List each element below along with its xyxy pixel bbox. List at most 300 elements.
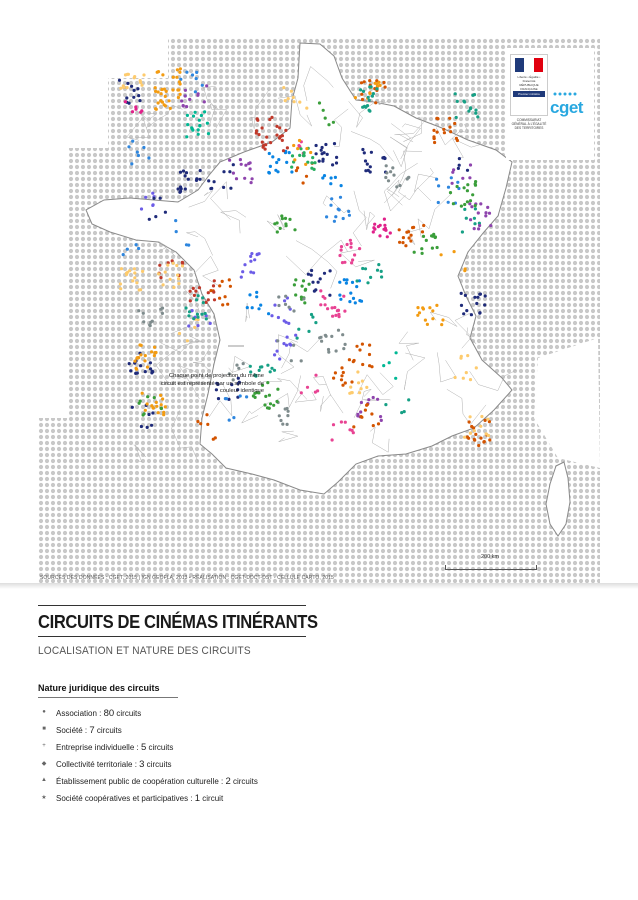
projection-point xyxy=(372,424,375,427)
projection-point xyxy=(276,221,279,224)
projection-point xyxy=(358,247,361,250)
projection-point xyxy=(268,407,271,410)
projection-point xyxy=(197,128,200,131)
projection-point xyxy=(277,158,280,161)
projection-point xyxy=(118,79,121,82)
projection-point xyxy=(308,283,311,286)
projection-point xyxy=(366,403,369,406)
projection-point xyxy=(161,397,164,400)
projection-point xyxy=(269,165,272,168)
projection-point xyxy=(303,154,306,157)
projection-point xyxy=(164,211,167,214)
projection-point xyxy=(244,164,247,167)
projection-point xyxy=(194,111,197,114)
projection-point xyxy=(120,267,123,270)
projection-point xyxy=(437,201,440,204)
projection-point xyxy=(141,270,144,273)
projection-point xyxy=(198,286,201,289)
projection-point xyxy=(153,396,156,399)
projection-point xyxy=(356,279,359,282)
projection-point xyxy=(157,411,160,414)
projection-point xyxy=(207,179,210,182)
projection-point xyxy=(133,76,136,79)
projection-point xyxy=(340,245,343,248)
projection-point xyxy=(169,278,172,281)
projection-point xyxy=(468,420,471,423)
projection-point xyxy=(461,177,464,180)
projection-point xyxy=(325,215,328,218)
projection-point xyxy=(253,258,256,261)
projection-point xyxy=(198,124,201,127)
projection-point xyxy=(455,116,458,119)
projection-point xyxy=(331,163,334,166)
projection-point xyxy=(368,110,371,113)
projection-point xyxy=(284,129,287,132)
projection-point xyxy=(157,70,160,73)
projection-point xyxy=(286,146,289,149)
projection-point xyxy=(468,176,471,179)
projection-point xyxy=(340,378,343,381)
projection-point xyxy=(349,239,352,242)
projection-point xyxy=(185,71,188,74)
projection-point xyxy=(142,320,145,323)
projection-point xyxy=(454,376,457,379)
projection-point xyxy=(224,295,227,298)
projection-point xyxy=(432,129,435,132)
projection-point xyxy=(428,306,431,309)
projection-point xyxy=(361,363,364,366)
projection-point xyxy=(284,303,287,306)
projection-point xyxy=(361,380,364,383)
projection-point xyxy=(137,154,140,157)
legend-count: 7 xyxy=(89,725,95,736)
projection-point xyxy=(290,359,293,362)
projection-point xyxy=(482,440,485,443)
projection-point xyxy=(228,159,231,162)
projection-point xyxy=(456,181,459,184)
projection-point xyxy=(315,152,318,155)
projection-point xyxy=(161,312,164,315)
projection-point xyxy=(122,84,125,87)
projection-point xyxy=(340,374,343,377)
projection-point xyxy=(394,377,397,380)
projection-point xyxy=(205,413,208,416)
projection-point xyxy=(287,410,290,413)
projection-point xyxy=(385,164,388,167)
projection-point xyxy=(189,290,192,293)
projection-point xyxy=(152,197,155,200)
projection-point xyxy=(314,321,317,324)
projection-point xyxy=(421,252,424,255)
projection-point xyxy=(437,184,440,187)
projection-point xyxy=(364,409,367,412)
projection-point xyxy=(331,315,334,318)
projection-point xyxy=(333,220,336,223)
projection-point xyxy=(251,306,254,309)
projection-point xyxy=(137,94,140,97)
projection-point xyxy=(341,333,344,336)
map-area[interactable] xyxy=(38,38,600,583)
projection-point xyxy=(349,246,352,249)
projection-point xyxy=(269,141,272,144)
projection-point xyxy=(138,288,141,291)
projection-point xyxy=(275,134,278,137)
projection-point xyxy=(187,178,190,181)
projection-point xyxy=(325,335,328,338)
projection-point xyxy=(133,267,136,270)
projection-point xyxy=(128,102,131,105)
projection-point xyxy=(277,316,280,319)
projection-point xyxy=(286,336,289,339)
projection-point xyxy=(344,381,347,384)
projection-point xyxy=(407,398,410,401)
projection-point xyxy=(195,71,198,74)
projection-point xyxy=(155,405,158,408)
projection-point xyxy=(213,298,216,301)
projection-point xyxy=(192,115,195,118)
projection-point xyxy=(276,230,279,233)
projection-point xyxy=(259,304,262,307)
projection-point xyxy=(142,73,145,76)
projection-point xyxy=(181,261,184,264)
projection-point xyxy=(323,174,326,177)
projection-point xyxy=(201,296,204,299)
projection-point xyxy=(298,139,301,142)
projection-point xyxy=(293,158,296,161)
projection-point xyxy=(177,277,180,280)
projection-point xyxy=(278,137,281,140)
projection-point xyxy=(151,320,154,323)
projection-point xyxy=(486,418,489,421)
projection-point xyxy=(273,369,276,372)
projection-point xyxy=(284,99,287,102)
projection-point xyxy=(346,243,349,246)
projection-point xyxy=(287,97,290,100)
projection-point xyxy=(368,344,371,347)
projection-point xyxy=(196,316,199,319)
projection-point xyxy=(433,137,436,140)
projection-point xyxy=(405,231,408,234)
projection-point xyxy=(458,157,461,160)
projection-point xyxy=(209,289,212,292)
projection-point xyxy=(278,126,281,129)
projection-point xyxy=(249,271,252,274)
projection-point xyxy=(131,406,134,409)
projection-point xyxy=(424,319,427,322)
title-rule-bottom xyxy=(38,636,306,637)
projection-point xyxy=(248,293,251,296)
projection-point xyxy=(463,208,466,211)
projection-point xyxy=(449,191,452,194)
projection-point xyxy=(460,292,463,295)
projection-point xyxy=(136,372,139,375)
projection-point xyxy=(451,182,454,185)
projection-point xyxy=(473,438,476,441)
projection-point xyxy=(476,296,479,299)
projection-point xyxy=(416,314,419,317)
projection-point xyxy=(344,343,347,346)
projection-point xyxy=(206,122,209,125)
projection-point xyxy=(228,419,231,422)
projection-point xyxy=(379,84,382,87)
projection-point xyxy=(443,131,446,134)
projection-point xyxy=(133,89,136,92)
projection-point xyxy=(355,285,358,288)
projection-point xyxy=(284,295,287,298)
projection-point xyxy=(360,300,363,303)
projection-point xyxy=(133,271,136,274)
projection-point xyxy=(135,243,138,246)
projection-point xyxy=(435,304,438,307)
legend-rule xyxy=(38,697,178,698)
projection-point xyxy=(275,161,278,164)
projection-point xyxy=(368,99,371,102)
projection-point xyxy=(144,409,147,412)
projection-point xyxy=(175,264,178,267)
projection-point xyxy=(218,284,221,287)
projection-point xyxy=(154,215,157,218)
projection-point xyxy=(322,158,325,161)
projection-point xyxy=(207,298,210,301)
projection-point xyxy=(130,85,133,88)
projection-point xyxy=(370,151,373,154)
legend-prefix: Collectivité territoriale : xyxy=(56,760,140,769)
projection-point xyxy=(196,324,199,327)
projection-point xyxy=(465,371,468,374)
projection-point xyxy=(422,235,425,238)
projection-point xyxy=(466,189,469,192)
projection-point xyxy=(265,136,268,139)
projection-point xyxy=(157,272,160,275)
projection-point xyxy=(474,182,477,185)
projection-point xyxy=(452,202,455,205)
projection-point xyxy=(350,391,353,394)
sources-credit: SOURCES DES DONNÉES : CGET, 2015 | IGN GEOFLA, 2013 • RÉALISATION : CGET-DDCT-DST - CELLULE CARTO, 2015 xyxy=(40,575,334,581)
projection-point xyxy=(192,317,195,320)
projection-point xyxy=(298,101,301,104)
scale-line xyxy=(445,565,537,570)
map-callout: Chaque point de projection du même circuit est représenté par un symbole de couleur identique xyxy=(160,373,264,394)
projection-point xyxy=(137,356,140,359)
projection-point xyxy=(131,279,134,282)
projection-point xyxy=(431,309,434,312)
projection-point xyxy=(277,295,280,298)
projection-point xyxy=(335,161,338,164)
projection-point xyxy=(163,103,166,106)
projection-point xyxy=(269,402,272,405)
projection-point xyxy=(320,340,323,343)
projection-point xyxy=(453,250,456,253)
projection-point xyxy=(125,272,128,275)
projection-point xyxy=(286,414,289,417)
projection-point xyxy=(334,215,337,218)
projection-point xyxy=(318,160,321,163)
projection-point xyxy=(366,104,369,107)
projection-point xyxy=(388,361,391,364)
projection-point xyxy=(257,133,260,136)
legend-suffix: circuits xyxy=(230,777,258,786)
projection-point xyxy=(188,98,191,101)
projection-point xyxy=(146,402,149,405)
projection-point xyxy=(204,312,207,315)
projection-point xyxy=(326,307,329,310)
projection-point xyxy=(484,211,487,214)
projection-point xyxy=(144,196,147,199)
projection-point xyxy=(293,283,296,286)
projection-point xyxy=(136,87,139,90)
projection-point xyxy=(172,76,175,79)
star-symbol-icon: ★ xyxy=(41,795,47,801)
projection-point xyxy=(484,214,487,217)
projection-point xyxy=(276,170,279,173)
projection-point xyxy=(218,297,221,300)
legend-count: 5 xyxy=(140,742,147,753)
projection-point xyxy=(296,147,299,150)
projection-point xyxy=(361,106,364,109)
projection-point xyxy=(222,186,225,189)
projection-point xyxy=(182,104,185,107)
projection-point xyxy=(368,85,371,88)
projection-point xyxy=(284,217,287,220)
projection-point xyxy=(273,304,276,307)
cget-dots-icon xyxy=(553,92,583,96)
projection-point xyxy=(206,423,209,426)
projection-point xyxy=(309,151,312,154)
projection-point xyxy=(161,307,164,310)
projection-point xyxy=(426,323,429,326)
projection-point xyxy=(310,269,313,272)
projection-point xyxy=(164,271,167,274)
legend-count: 3 xyxy=(139,759,145,770)
projection-point xyxy=(314,288,317,291)
projection-point xyxy=(158,264,161,267)
projection-point xyxy=(178,332,181,335)
projection-point xyxy=(153,354,156,357)
projection-point xyxy=(477,444,480,447)
triangle-symbol-icon: ▲ xyxy=(41,777,47,783)
projection-point xyxy=(177,282,180,285)
projection-point xyxy=(364,159,367,162)
projection-point xyxy=(384,227,387,230)
projection-point xyxy=(182,169,185,172)
projection-point xyxy=(475,302,478,305)
projection-point xyxy=(324,117,327,120)
projection-point xyxy=(228,170,231,173)
projection-point xyxy=(135,367,138,370)
projection-point xyxy=(150,404,153,407)
projection-point xyxy=(435,178,438,181)
projection-point xyxy=(318,101,321,104)
projection-point xyxy=(164,405,167,408)
projection-point xyxy=(119,282,122,285)
projection-point xyxy=(150,424,153,427)
legend-count: 1 xyxy=(194,793,201,804)
projection-point xyxy=(149,361,152,364)
projection-point xyxy=(333,306,336,309)
projection-point xyxy=(212,284,215,287)
projection-point xyxy=(141,392,144,395)
projection-point xyxy=(334,176,337,179)
projection-point xyxy=(392,174,395,177)
projection-point xyxy=(467,110,470,113)
projection-point xyxy=(176,88,179,91)
projection-point xyxy=(184,187,187,190)
projection-point xyxy=(137,309,140,312)
projection-point xyxy=(334,314,337,317)
projection-point xyxy=(307,330,310,333)
projection-point xyxy=(188,310,191,313)
projection-point xyxy=(221,280,224,283)
projection-point xyxy=(462,312,465,315)
projection-point xyxy=(181,264,184,267)
projection-point xyxy=(125,96,128,99)
projection-point xyxy=(337,313,340,316)
projection-point xyxy=(205,301,208,304)
projection-point xyxy=(374,101,377,104)
projection-point xyxy=(201,84,204,87)
projection-point xyxy=(479,202,482,205)
projection-point xyxy=(329,204,332,207)
projection-point xyxy=(229,187,232,190)
projection-point xyxy=(133,360,136,363)
projection-point xyxy=(310,161,313,164)
projection-point xyxy=(272,404,275,407)
projection-point xyxy=(185,105,188,108)
projection-point xyxy=(249,255,252,258)
projection-point xyxy=(187,314,190,317)
projection-point xyxy=(162,283,165,286)
projection-point xyxy=(147,156,150,159)
projection-point xyxy=(246,306,249,309)
projection-point xyxy=(148,323,151,326)
projection-point xyxy=(281,139,284,142)
projection-point xyxy=(172,262,175,265)
projection-point xyxy=(464,294,467,297)
projection-point xyxy=(406,177,409,180)
projection-point xyxy=(456,185,459,188)
projection-point xyxy=(352,297,355,300)
projection-point xyxy=(368,353,371,356)
projection-point xyxy=(295,169,298,172)
projection-point xyxy=(367,398,370,401)
projection-point xyxy=(440,253,443,256)
projection-point xyxy=(389,231,392,234)
projection-point xyxy=(144,354,147,357)
projection-point xyxy=(383,218,386,221)
projection-point xyxy=(310,274,313,277)
projection-point xyxy=(256,119,259,122)
projection-point xyxy=(124,73,127,76)
projection-point xyxy=(297,328,300,331)
projection-point xyxy=(463,269,466,272)
projection-point xyxy=(159,197,162,200)
projection-point xyxy=(333,142,336,145)
projection-point xyxy=(338,254,341,257)
projection-point xyxy=(136,151,139,154)
projection-point xyxy=(474,204,477,207)
projection-point xyxy=(119,287,122,290)
projection-point xyxy=(259,366,262,369)
legend-suffix: circuits xyxy=(144,760,172,769)
projection-point xyxy=(348,358,351,361)
projection-point xyxy=(196,420,199,423)
projection-point xyxy=(474,109,477,112)
legend-count: 80 xyxy=(103,708,115,719)
projection-point xyxy=(235,364,238,367)
projection-point xyxy=(367,169,370,172)
projection-point xyxy=(342,217,345,220)
projection-point xyxy=(317,281,320,284)
